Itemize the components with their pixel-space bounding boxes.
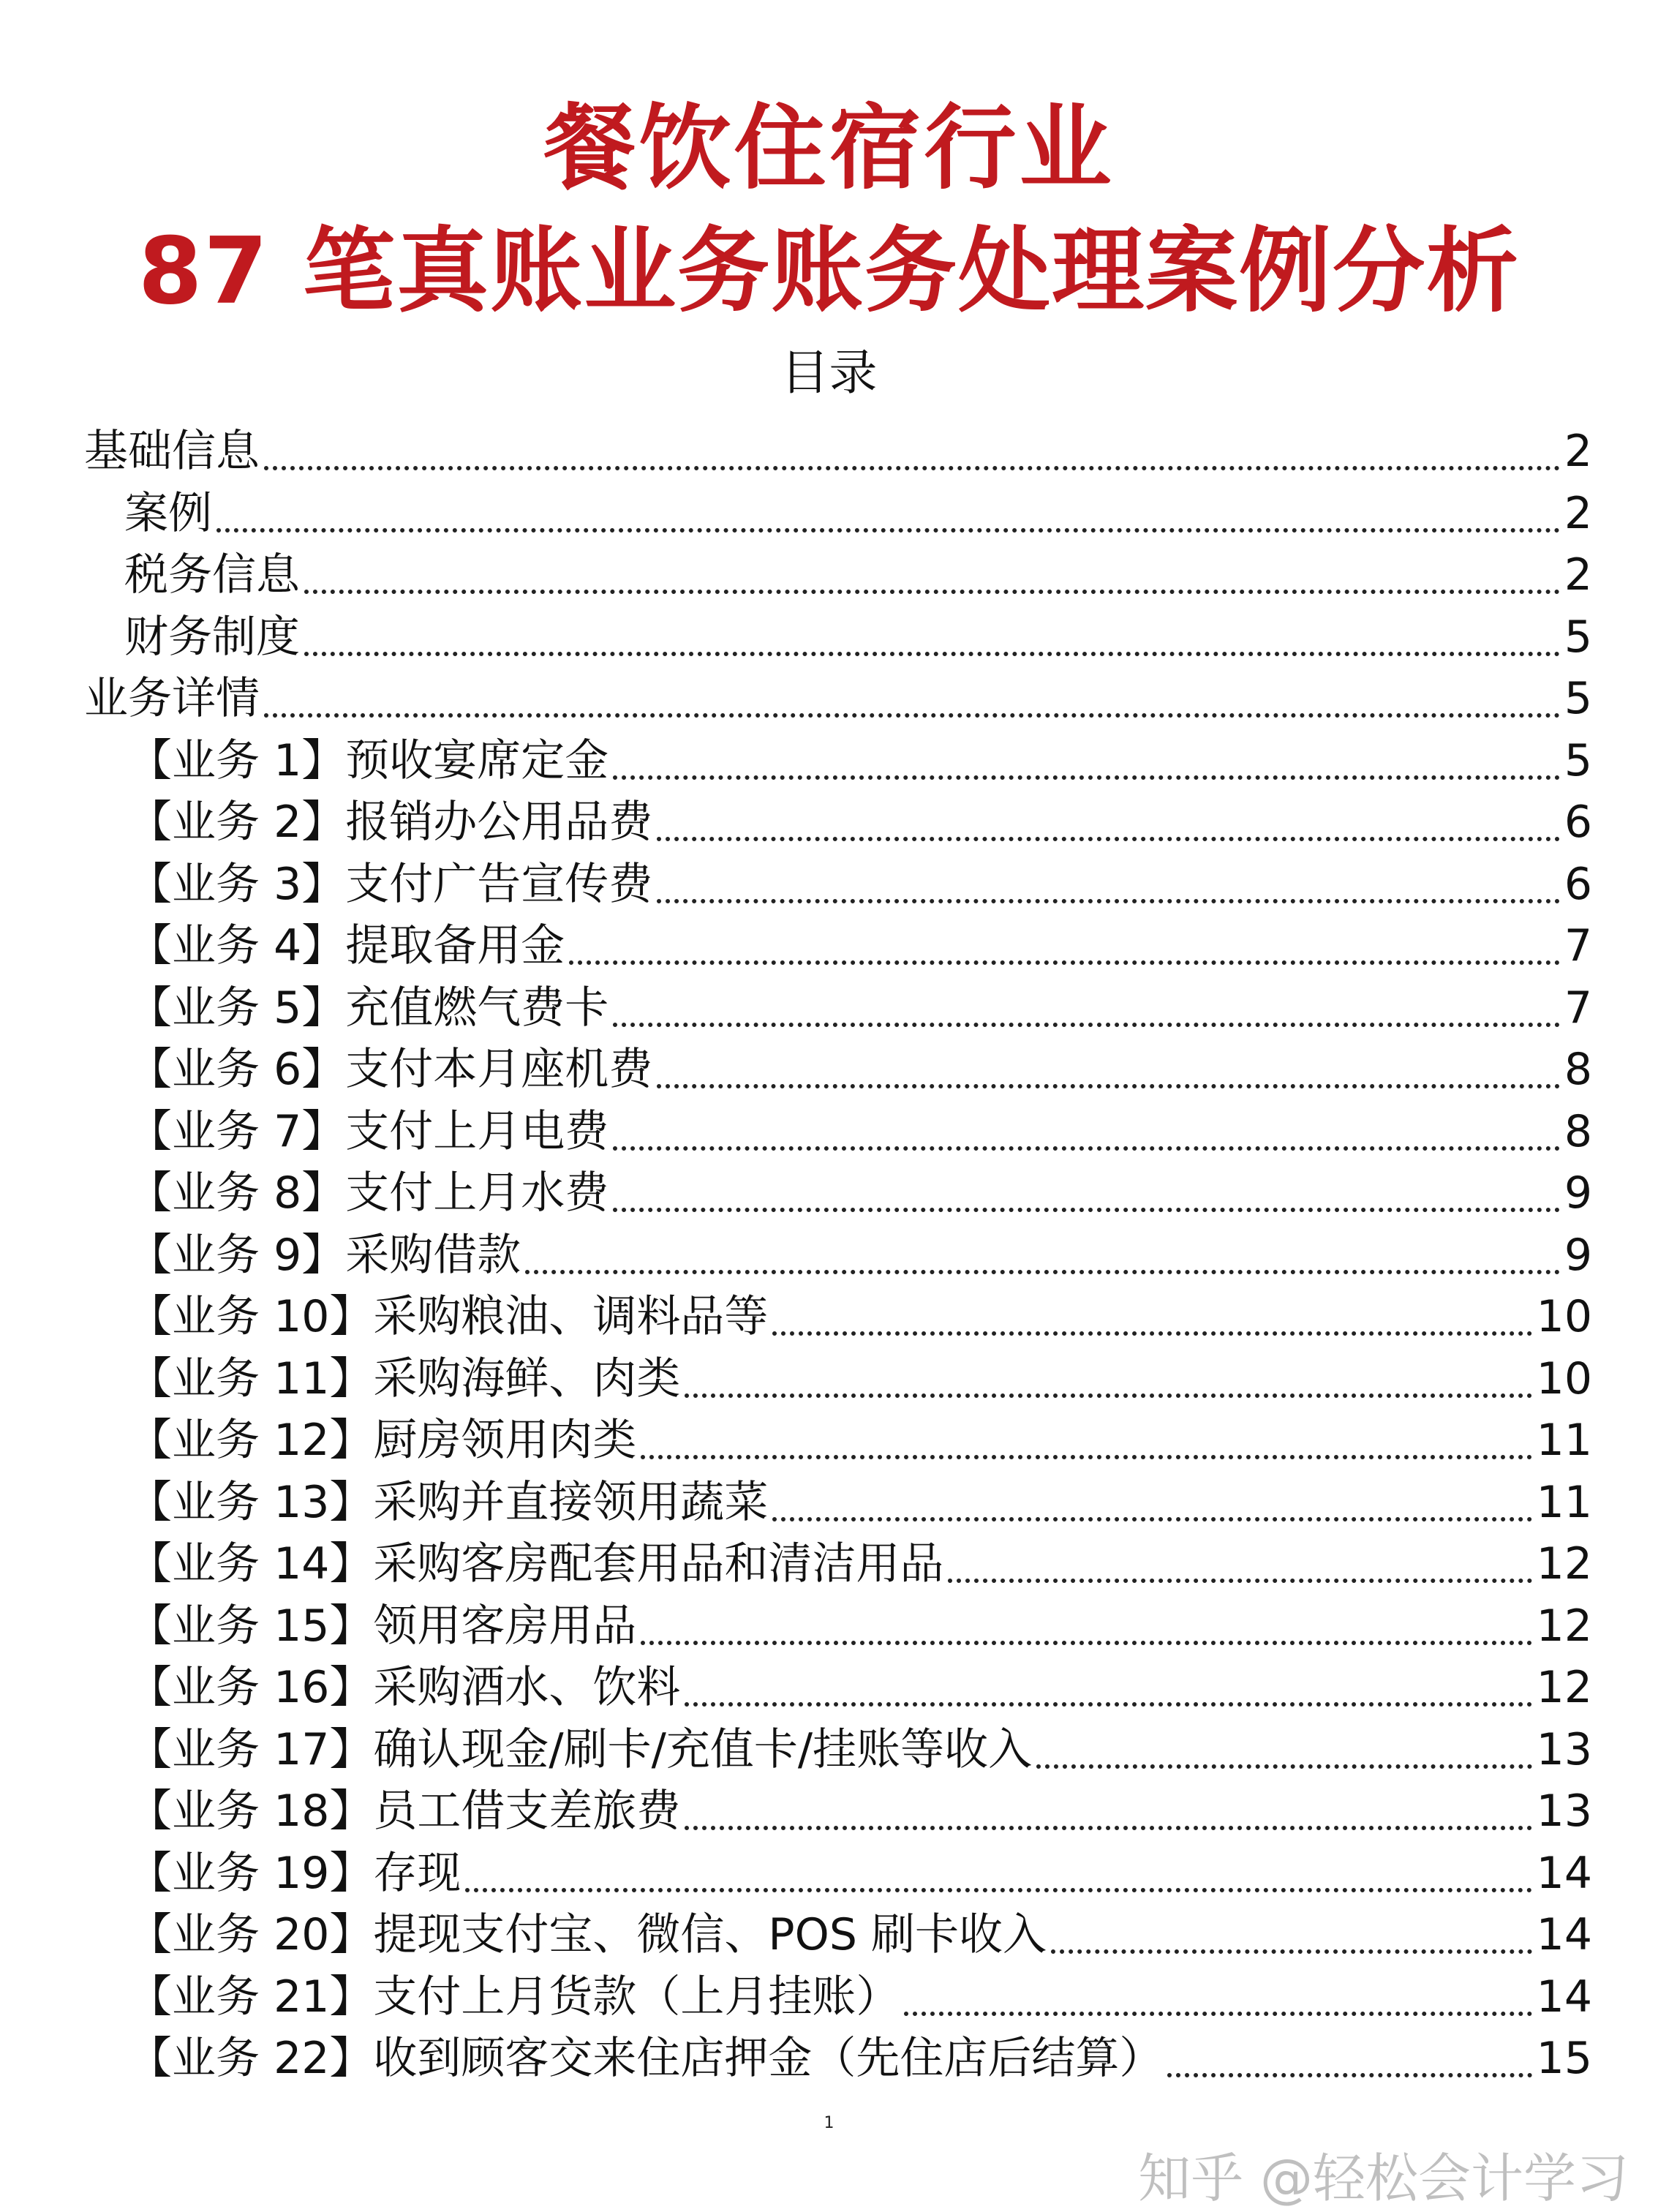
toc-entry[interactable] bbox=[84, 421, 1592, 482]
toc-entry-label: 【业务 3】支付广告宣传费 bbox=[128, 858, 653, 910]
toc-entry[interactable] bbox=[128, 1224, 1592, 1286]
toc-entry-page: 9 bbox=[1564, 1229, 1592, 1281]
toc-dot-leader bbox=[264, 713, 1560, 718]
toc-entry-page: 10 bbox=[1536, 1291, 1592, 1342]
toc-dot-leader bbox=[613, 1023, 1560, 1027]
toc-dot-leader bbox=[569, 960, 1560, 965]
toc-entry-label: 【业务 20】提现支付宝、微信、POS 刷卡收入 bbox=[128, 1909, 1047, 1960]
toc-entry[interactable] bbox=[128, 1843, 1592, 1904]
toc-entry-label: 【业务 22】收到顾客交来住店押金（先住店后结算） bbox=[128, 2033, 1164, 2084]
toc-entry[interactable] bbox=[128, 730, 1592, 791]
toc-entry-label: 【业务 7】支付上月电费 bbox=[128, 1105, 609, 1157]
toc-dot-leader bbox=[657, 899, 1560, 903]
toc-entry[interactable] bbox=[84, 668, 1592, 729]
toc-entry-label: 【业务 16】采购酒水、饮料 bbox=[128, 1662, 681, 1713]
toc-entry-page: 8 bbox=[1564, 1105, 1592, 1157]
toc-dot-leader bbox=[304, 652, 1560, 656]
toc-entry-label: 基础信息 bbox=[84, 426, 260, 477]
toc-entry-page: 8 bbox=[1564, 1044, 1592, 1095]
toc-entry-page: 13 bbox=[1536, 1786, 1592, 1837]
toc-dot-leader bbox=[613, 1146, 1560, 1151]
toc-entry-label: 财务制度 bbox=[124, 611, 300, 663]
toc-dot-leader bbox=[948, 1579, 1531, 1583]
toc-entry-label: 业务详情 bbox=[84, 673, 260, 724]
toc-dot-leader bbox=[216, 528, 1560, 533]
document-title-line-1: 餐饮住宿行业 bbox=[543, 94, 1115, 202]
toc-entry[interactable] bbox=[128, 1595, 1592, 1657]
toc-dot-leader bbox=[772, 1331, 1531, 1336]
toc-dot-leader bbox=[657, 1084, 1560, 1088]
toc-dot-leader bbox=[525, 1270, 1560, 1274]
toc-entry-page: 11 bbox=[1536, 1476, 1592, 1528]
toc-dot-leader bbox=[1051, 1949, 1532, 1954]
toc-entry-label: 【业务 10】采购粮油、调料品等 bbox=[128, 1291, 769, 1342]
toc-dot-leader bbox=[1036, 1764, 1532, 1769]
toc-entry[interactable] bbox=[128, 1286, 1592, 1347]
toc-heading: 目录 bbox=[780, 345, 878, 401]
toc-entry-label: 【业务 21】支付上月货款（上月挂账） bbox=[128, 1971, 900, 2023]
toc-entry[interactable] bbox=[128, 1348, 1592, 1410]
toc-entry-page: 5 bbox=[1564, 611, 1592, 663]
toc-entry[interactable] bbox=[128, 1410, 1592, 1471]
toc-entry[interactable] bbox=[128, 1162, 1592, 1224]
toc-dot-leader bbox=[264, 466, 1560, 470]
toc-entry-label: 【业务 2】报销办公用品费 bbox=[128, 797, 653, 848]
toc-entry-label: 【业务 17】确认现金/刷卡/充值卡/挂账等收入 bbox=[128, 1723, 1033, 1775]
toc-entry-label: 【业务 9】采购借款 bbox=[128, 1229, 521, 1281]
toc-entry-label: 案例 bbox=[124, 487, 212, 539]
toc-entry[interactable] bbox=[128, 1039, 1592, 1100]
watermark: 知乎 @轻松会计学习 bbox=[1138, 2148, 1629, 2209]
toc-entry[interactable] bbox=[128, 977, 1592, 1039]
toc-entry-label: 【业务 8】支付上月水费 bbox=[128, 1167, 609, 1219]
toc-entry-label: 【业务 12】厨房领用肉类 bbox=[128, 1415, 637, 1466]
toc-entry-label: 【业务 5】充值燃气费卡 bbox=[128, 982, 609, 1034]
toc-entry-page: 11 bbox=[1536, 1415, 1592, 1466]
toc-entry-page: 7 bbox=[1564, 920, 1592, 971]
toc-entry[interactable] bbox=[128, 854, 1592, 915]
toc-dot-leader bbox=[657, 837, 1560, 841]
toc-entry-label: 【业务 13】采购并直接领用蔬菜 bbox=[128, 1476, 769, 1528]
document-title-line-2: 87 笔真账业务账务处理案例分析 bbox=[137, 217, 1521, 325]
toc-entry-page: 10 bbox=[1536, 1353, 1592, 1404]
toc-entry[interactable] bbox=[128, 1780, 1592, 1842]
toc-entry[interactable] bbox=[124, 483, 1592, 544]
toc-entry[interactable] bbox=[128, 791, 1592, 853]
toc-entry[interactable] bbox=[124, 544, 1592, 606]
toc-entry[interactable] bbox=[128, 1904, 1592, 1965]
toc-entry[interactable] bbox=[128, 1657, 1592, 1718]
toc-entry-page: 9 bbox=[1564, 1167, 1592, 1219]
toc-entry[interactable] bbox=[128, 2028, 1592, 2089]
toc-entry-page: 2 bbox=[1564, 549, 1592, 601]
toc-entry-label: 【业务 4】提取备用金 bbox=[128, 920, 565, 971]
toc-dot-leader bbox=[685, 1826, 1531, 1830]
toc-entry-label: 【业务 15】领用客房用品 bbox=[128, 1600, 637, 1652]
toc-entry-page: 12 bbox=[1536, 1662, 1592, 1713]
toc-entry-page: 2 bbox=[1564, 426, 1592, 477]
toc-dot-leader bbox=[465, 1888, 1531, 1892]
toc-dot-leader bbox=[685, 1702, 1531, 1707]
toc-entry-page: 15 bbox=[1536, 2033, 1592, 2084]
toc-entry-page: 14 bbox=[1536, 1971, 1592, 2023]
toc-dot-leader bbox=[685, 1393, 1531, 1398]
toc-entry[interactable] bbox=[128, 1533, 1592, 1595]
toc-dot-leader bbox=[904, 2012, 1531, 2016]
toc-entry-label: 【业务 1】预收宴席定金 bbox=[128, 734, 609, 786]
toc-entry[interactable] bbox=[124, 606, 1592, 668]
toc-entry[interactable] bbox=[128, 1101, 1592, 1162]
toc-entry-page: 6 bbox=[1564, 797, 1592, 848]
toc-entry-label: 【业务 19】存现 bbox=[128, 1847, 461, 1899]
toc-entry[interactable] bbox=[128, 1472, 1592, 1533]
toc-entry-page: 2 bbox=[1564, 487, 1592, 539]
toc-entry[interactable] bbox=[128, 1719, 1592, 1780]
toc-entry-label: 【业务 6】支付本月座机费 bbox=[128, 1044, 653, 1095]
toc-entry-page: 12 bbox=[1536, 1538, 1592, 1590]
toc-entry-label: 【业务 18】员工借支差旅费 bbox=[128, 1786, 681, 1837]
toc-entry[interactable] bbox=[128, 915, 1592, 977]
toc-dot-leader bbox=[1167, 2073, 1531, 2077]
toc-entry-label: 税务信息 bbox=[124, 549, 300, 601]
toc-entry-page: 13 bbox=[1536, 1723, 1592, 1775]
toc-entry-label: 【业务 14】采购客房配套用品和清洁用品 bbox=[128, 1538, 944, 1590]
toc-dot-leader bbox=[304, 590, 1560, 594]
toc-entry-label: 【业务 11】采购海鲜、肉类 bbox=[128, 1353, 681, 1404]
toc-entry-page: 14 bbox=[1536, 1909, 1592, 1960]
toc-entry-page: 7 bbox=[1564, 982, 1592, 1034]
toc-entry-page: 5 bbox=[1564, 673, 1592, 724]
toc-dot-leader bbox=[641, 1455, 1531, 1459]
toc-entry-page: 5 bbox=[1564, 734, 1592, 786]
toc-entry-page: 12 bbox=[1536, 1600, 1592, 1652]
toc-dot-leader bbox=[772, 1517, 1531, 1521]
toc-entry-page: 14 bbox=[1536, 1847, 1592, 1899]
toc-dot-leader bbox=[613, 1208, 1560, 1212]
toc-entry[interactable] bbox=[128, 1966, 1592, 2028]
page-number: 1 bbox=[824, 2114, 834, 2132]
toc-dot-leader bbox=[613, 775, 1560, 780]
toc-dot-leader bbox=[641, 1641, 1531, 1645]
toc-entry-page: 6 bbox=[1564, 858, 1592, 910]
